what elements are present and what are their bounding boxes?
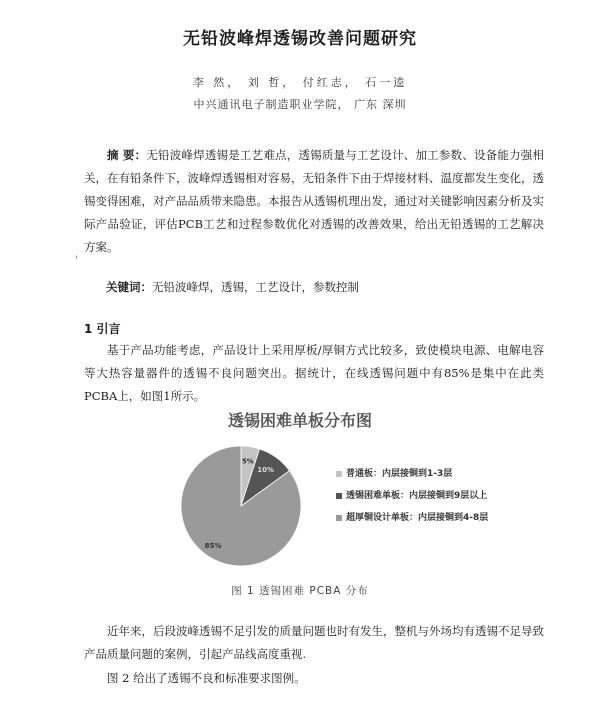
chart-legend — [336, 468, 496, 534]
pie-data-label: 85% — [204, 542, 222, 550]
legend-item — [336, 512, 496, 524]
paper-title: 无铅波峰焊透锡改善问题研究 — [183, 29, 417, 49]
keywords — [106, 276, 556, 299]
affiliation: 中兴通讯电子制造职业学院， 广东 深圳 — [193, 98, 407, 111]
legend-swatch — [336, 515, 342, 521]
legend-item — [336, 468, 496, 480]
author-list: 李 然， 刘 哲， 付红志， 石一逵 — [192, 76, 408, 89]
abstract — [84, 144, 544, 259]
legend-item — [336, 490, 496, 502]
figure-2-reference: 图 2 给出了透锡不良和标准要求图例。 — [107, 671, 306, 685]
figure-1-caption: 图 1 透锡困难 PCBA 分布 — [231, 585, 369, 597]
legend-swatch — [336, 471, 342, 477]
intro-paragraph: 基于产品功能考虑，产品设计上采用厚板/厚铜方式比较多，致使模块电源、电解电容等大热容量器件的透锡不良问题突出。据统计，在线透锡问题中有85%是集中在此类PCBA上，如图1所示。 — [84, 343, 544, 403]
legend-label: 透锡困难单板：内层接铜到9层以上 — [346, 491, 488, 501]
abstract-label: 摘 要： — [107, 148, 147, 162]
legend-label: 普通板：内层接铜到1-3层 — [346, 469, 453, 479]
abstract-text: 无铅波峰焊透锡是工艺难点，透锡质量与工艺设计、加工参数、设备能力强相关，在有铅条件下，波峰焊透锡相对容易，无铅条件下由于焊接材料、温度都发生变化，透锡变得困难，对产品品质带来隐患。本报告从透锡机理出发，通过对关键影响因素分析及实际产品验证，评估PCB工艺和过程参数优化对透锡的改善效果，给出无铅透锡的工艺解决方案。 — [84, 148, 544, 254]
legend-label: 超厚铜设计单板：内层接铜到4-8层 — [346, 513, 489, 523]
pie-data-label: 5% — [241, 457, 254, 466]
recent-paragraph: 近年来，后段波峰透锡不足引发的质量问题也时有发生，整机与外场均有透锡不足导致产品质量问题的案例，引起产品线高度重视. — [84, 624, 544, 661]
keywords-text: 无铅波峰焊，透锡，工艺设计，参数控制 — [152, 280, 359, 294]
pie-data-label: 10% — [257, 466, 275, 475]
stray-mark: ' — [75, 255, 78, 266]
legend-swatch — [336, 493, 342, 499]
section-heading-introduction: 1 引言 — [84, 322, 121, 336]
chart-title: 透锡困难单板分布图 — [227, 411, 372, 430]
pie-chart — [156, 438, 326, 578]
keywords-label: 关键词： — [106, 280, 152, 294]
